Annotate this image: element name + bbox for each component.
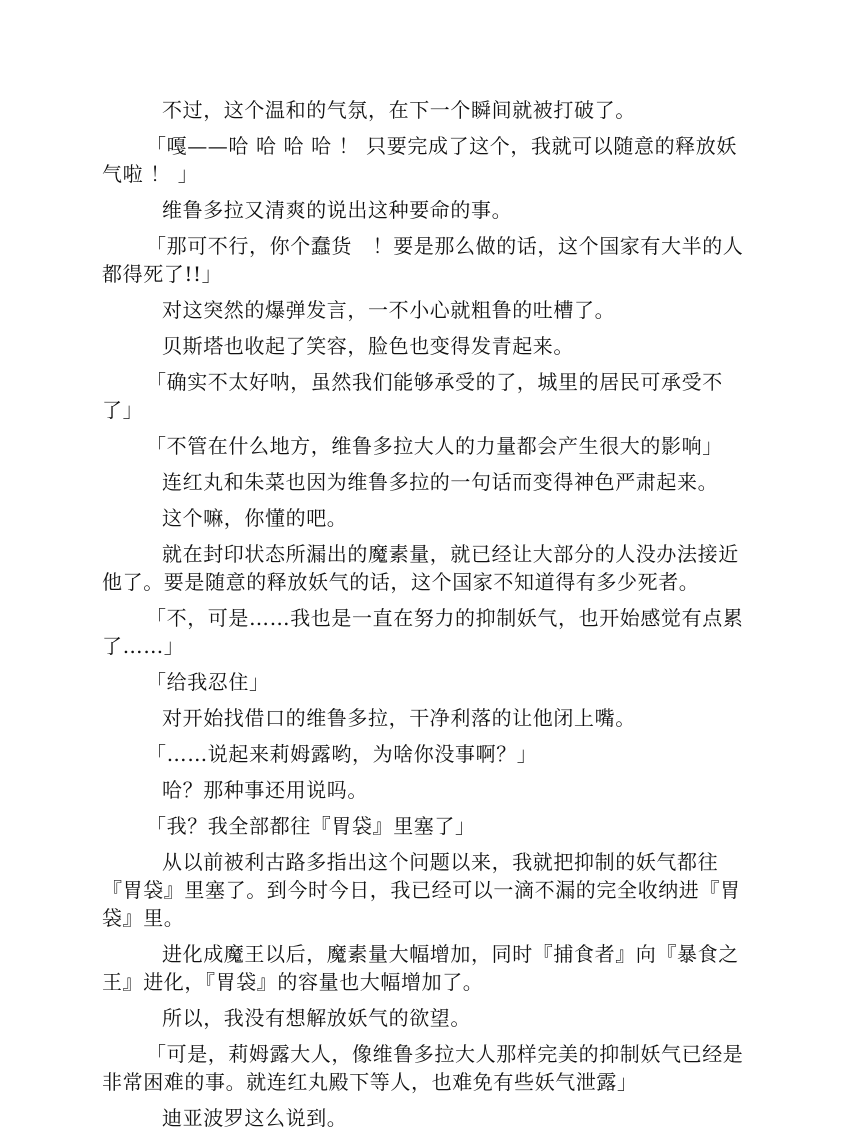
paragraph: 就在封印状态所漏出的魔素量，就已经让大部分的人没办法接近他了。要是随意的释放妖气的话，这个国家不知道得有多少死者。 — [102, 542, 739, 594]
dialog-paragraph: 「给我忍住」 — [146, 670, 270, 694]
paragraph: 不过，这个温和的气氛，在下一个瞬间就被打破了。 — [162, 98, 636, 122]
paragraph: 从以前被利古路多指出这个问题以来，我就把抑制的妖气都往『胃袋』里塞了。到今时今日，我已经可以一滴不漏的完全收纳进『胃袋』里。 — [102, 850, 741, 930]
dialog-paragraph: 「嘎——哈 哈 哈 哈 ！ 只要完成了这个，我就可以随意的释放妖气啦 ！ 」 — [102, 134, 737, 186]
dialog-paragraph: 「我？我全部都往『胃袋』里塞了」 — [146, 814, 476, 838]
paragraph: 维鲁多拉又清爽的说出这种要命的事。 — [162, 198, 513, 222]
paragraph: 哈？那种事还用说吗。 — [162, 778, 368, 802]
dialog-paragraph: 「可是，莉姆露大人，像维鲁多拉大人那样完美的抑制妖气已经是非常困难的事。就连红丸殿下等人，也难免有些妖气泄露」 — [102, 1042, 744, 1094]
dialog-paragraph: 「……说起来莉姆露哟，为啥你没事啊？」 — [146, 742, 538, 766]
paragraph: 这个嘛，你懂的吧。 — [162, 506, 348, 530]
paragraph: 迪亚波罗这么说到。 — [162, 1106, 348, 1130]
paragraph: 连红丸和朱菜也因为维鲁多拉的一句话而变得神色严肃起来。 — [162, 470, 719, 494]
dialog-paragraph: 「不管在什么地方，维鲁多拉大人的力量都会产生很大的影响」 — [146, 434, 723, 458]
dialog-paragraph: 「那可不行，你个蠢货 ！要是那么做的话，这个国家有大半的人都得死了!!」 — [102, 234, 744, 286]
paragraph: 贝斯塔也收起了笑容，脸色也变得发青起来。 — [162, 334, 574, 358]
paragraph: 对这突然的爆弹发言，一不小心就粗鲁的吐槽了。 — [162, 298, 616, 322]
paragraph: 所以，我没有想解放妖气的欲望。 — [162, 1006, 471, 1030]
paragraph: 对开始找借口的维鲁多拉，干净利落的让他闭上嘴。 — [162, 706, 636, 730]
dialog-paragraph: 「不，可是……我也是一直在努力的抑制妖气，也开始感觉有点累了……」 — [102, 606, 744, 658]
dialog-paragraph: 「确实不太好呐，虽然我们能够承受的了，城里的居民可承受不了」 — [102, 370, 723, 422]
paragraph: 进化成魔王以后，魔素量大幅增加，同时『捕食者』向『暴食之王』进化，『胃袋』的容量也大幅增加了。 — [102, 942, 739, 994]
body-text — [102, 96, 752, 1140]
